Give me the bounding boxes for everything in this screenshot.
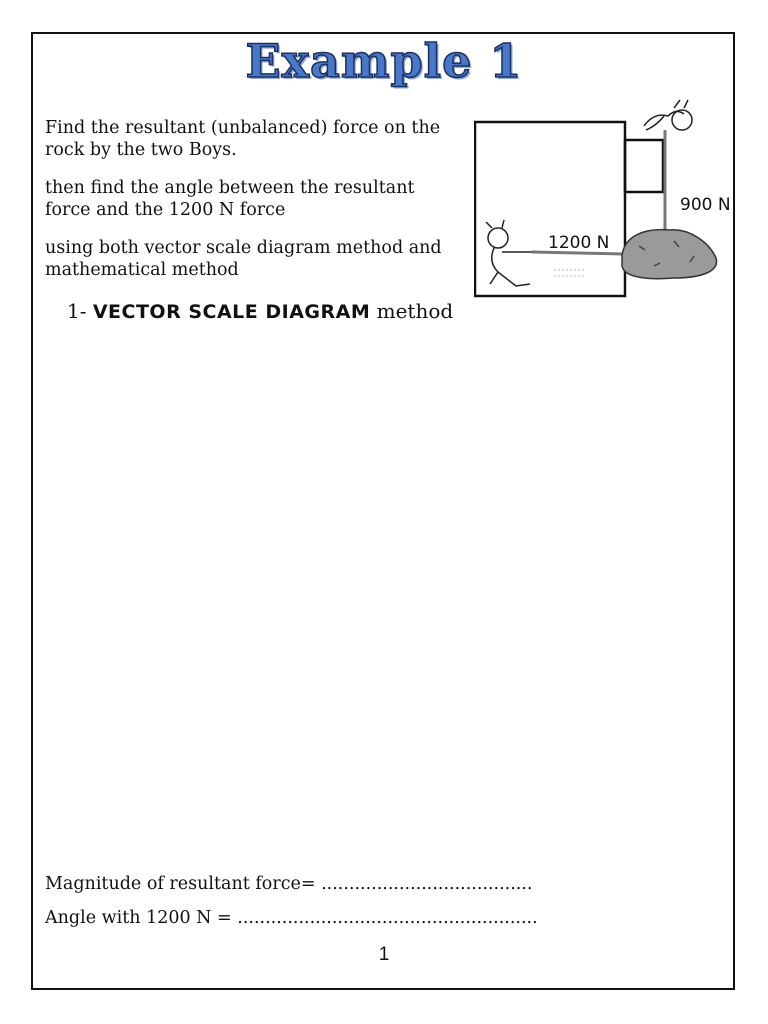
page-number: 1 [378,944,390,965]
method-number: 1- [67,299,87,323]
method-suffix: method [376,299,454,323]
force-label-vertical: 900 N [680,195,731,215]
boy-top [644,100,692,130]
question-line-3: using both vector scale diagram method and mathematical method [45,238,442,280]
method-heading [67,299,453,323]
answer-angle: Angle with 1200 N = ...................................................... [45,908,538,928]
question-line-2: then find the angle between the resultant force and the 1200 N force [45,178,415,220]
force-diagram [474,96,736,300]
answer-magnitude: Magnitude of resultant force= ...................................... [45,874,533,894]
diagram-inset-box [625,140,663,192]
force-label-horizontal: 1200 N [548,233,610,253]
diagram-frame [475,122,625,296]
question-line-1: Find the resultant (unbalanced) force on the rock by the two Boys. [45,118,441,160]
rock [622,230,717,279]
boy-left [486,220,532,286]
page-title: Example 1 [245,34,523,88]
method-label: VECTOR SCALE DIAGRAM [92,301,371,323]
